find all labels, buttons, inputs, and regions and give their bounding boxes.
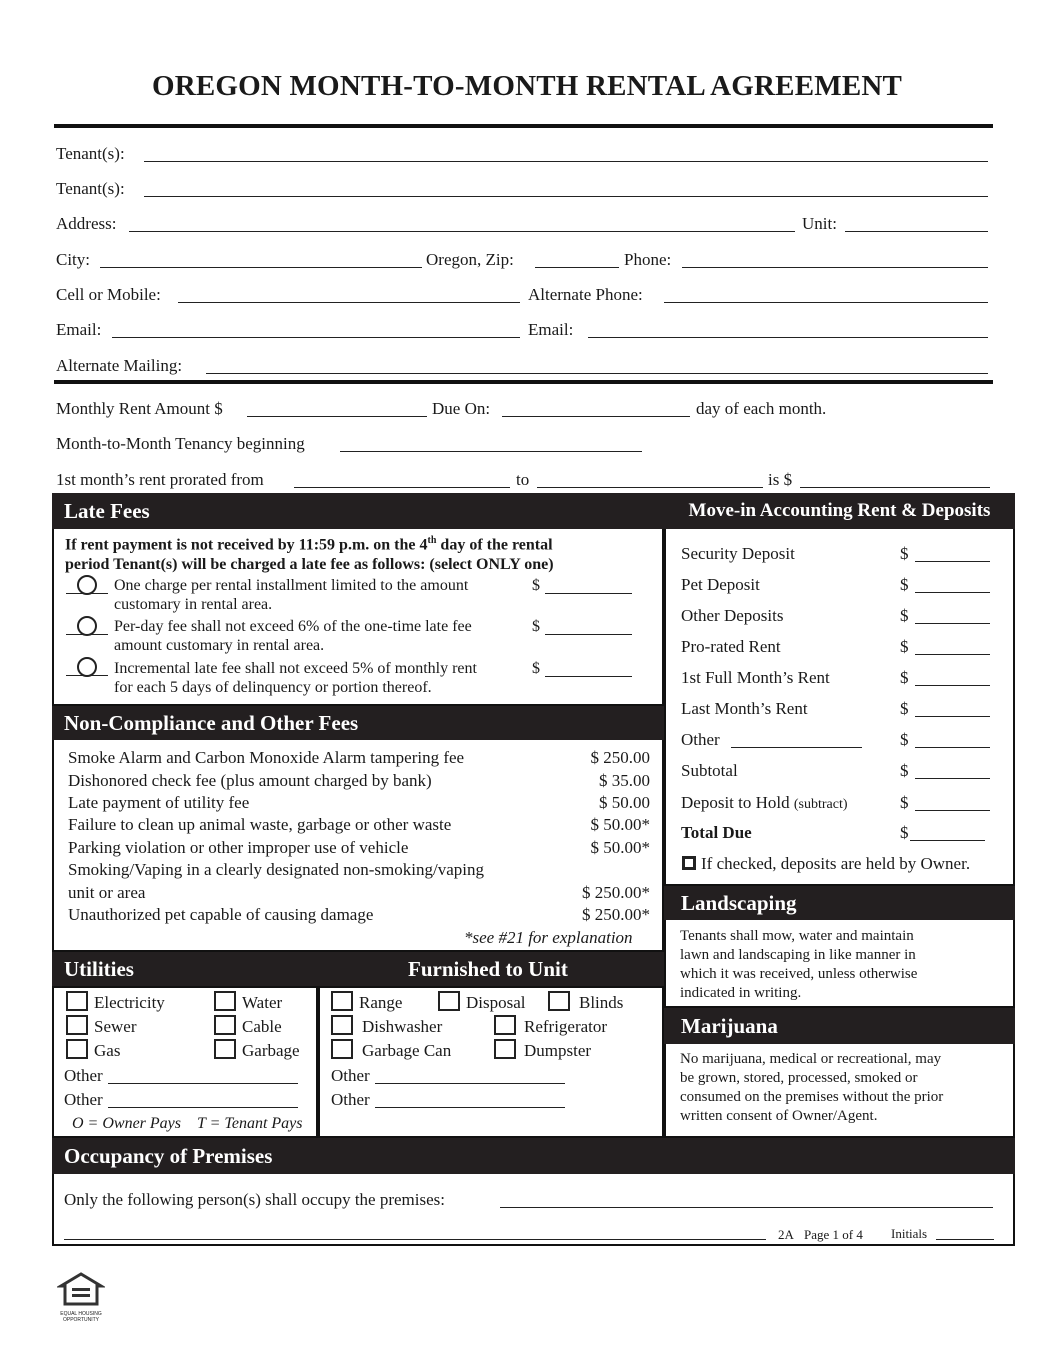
- section-rule: [54, 380, 993, 384]
- furnished-other1-field[interactable]: [375, 1083, 565, 1084]
- address-label: Address:: [56, 214, 117, 233]
- move-in-row-currency: $: [900, 575, 909, 594]
- equal-housing-logo: [57, 1272, 105, 1323]
- fee-row-label: Late payment of utility fee: [68, 793, 250, 812]
- email2-label: Email:: [528, 320, 574, 339]
- late-fee-option-2-currency: $: [532, 618, 540, 635]
- tenancy-field[interactable]: [340, 451, 642, 452]
- move-in-row-label: Pro-rated Rent: [681, 637, 781, 656]
- marijuana-line: written consent of Owner/Agent.: [680, 1108, 878, 1124]
- late-fee-option-1-text1: One charge per rental installment limited to the amount: [114, 577, 469, 594]
- late-fee-option-1-radio[interactable]: [77, 575, 97, 595]
- utility-label-sewer: Sewer: [94, 1017, 137, 1036]
- marijuana-line: consumed on the premises without the prior: [680, 1089, 944, 1105]
- address-field[interactable]: [129, 231, 795, 232]
- zip-field[interactable]: [535, 267, 619, 268]
- move-in-row-amount-field[interactable]: [915, 561, 990, 562]
- equal-housing-text-2: OPPORTUNITY: [62, 1317, 100, 1323]
- total-due-field[interactable]: [910, 840, 985, 841]
- furnished-checkbox-refrigerator[interactable]: [494, 1015, 516, 1035]
- deposit-hold-sub: (subtract): [793, 797, 848, 812]
- utility-checkbox-gas[interactable]: [66, 1039, 88, 1059]
- utility-checkbox-garbage[interactable]: [214, 1039, 236, 1059]
- alt-phone-label: Alternate Phone:: [528, 285, 643, 304]
- fee-row-label: Failure to clean up animal waste, garbage or other waste: [68, 815, 452, 834]
- fee-row-label: unit or area: [68, 883, 146, 902]
- late-fee-option-3-text2: for each 5 days of delinquency or portion thereof.: [114, 679, 432, 696]
- footer-form-id: 2A: [778, 1227, 794, 1242]
- move-in-row-amount-field[interactable]: [915, 654, 990, 655]
- landscaping-line: which it was received, unless otherwise: [680, 966, 918, 982]
- fee-row-amount: $ 50.00*: [590, 838, 650, 857]
- tenant1-field[interactable]: [144, 161, 988, 162]
- move-in-row-label: Pet Deposit: [681, 575, 760, 594]
- move-in-row-currency: $: [900, 668, 909, 687]
- utilities-legend: O = Owner Pays T = Tenant Pays: [72, 1115, 303, 1132]
- fee-row-amount: $ 50.00: [599, 793, 650, 812]
- late-fee-option-3-radio[interactable]: [77, 657, 97, 677]
- marijuana-line: No marijuana, medical or recreational, may: [680, 1051, 942, 1067]
- move-in-row-amount-field[interactable]: [915, 747, 990, 748]
- state-zip-label: Oregon, Zip:: [426, 250, 514, 269]
- utility-label-garbage: Garbage: [242, 1041, 300, 1060]
- utility-label-electricity: Electricity: [94, 993, 165, 1012]
- furnished-checkbox-range[interactable]: [331, 991, 353, 1011]
- email1-label: Email:: [56, 320, 102, 339]
- move-in-row-label: Other Deposits: [681, 606, 784, 625]
- utility-other1-field[interactable]: [108, 1083, 298, 1084]
- tenant1-label: Tenant(s):: [56, 144, 125, 163]
- move-in-row-currency: $: [900, 699, 909, 718]
- due-on-field[interactable]: [502, 416, 690, 417]
- landscaping-line: Tenants shall mow, water and maintain: [680, 928, 914, 944]
- occupancy-field-1[interactable]: [500, 1207, 993, 1208]
- move-in-row-label: Security Deposit: [681, 544, 795, 563]
- late-fee-option-3-line: [66, 675, 108, 676]
- late-fee-option-3-currency: $: [532, 660, 540, 677]
- furnished-other2-field[interactable]: [375, 1107, 565, 1108]
- furnished-label-dumpster: Dumpster: [524, 1041, 592, 1060]
- furnished-label-garbage-can: Garbage Can: [362, 1041, 452, 1060]
- landscaping-line: indicated in writing.: [680, 985, 802, 1001]
- utility-checkbox-electricity[interactable]: [66, 991, 88, 1011]
- furnished-label-dishwasher: Dishwasher: [362, 1017, 443, 1036]
- move-in-row-amount-field[interactable]: [915, 592, 990, 593]
- landscaping-header: Landscaping: [664, 886, 1015, 920]
- alt-mailing-field[interactable]: [206, 373, 988, 374]
- late-fees-intro-sup: th: [427, 535, 437, 546]
- deposit-hold-field[interactable]: [915, 810, 990, 811]
- late-fees-intro-b: day of the rental: [436, 536, 553, 554]
- late-fee-option-1-text2: customary in rental area.: [114, 596, 273, 613]
- city-field[interactable]: [100, 267, 422, 268]
- prorated-to-label: to: [516, 470, 530, 489]
- fee-row-amount: $ 50.00*: [590, 815, 650, 834]
- move-in-row-label: Last Month’s Rent: [681, 699, 808, 718]
- move-in-row-currency: $: [900, 637, 909, 656]
- fee-row-amount: $ 250.00: [590, 748, 650, 767]
- equal-housing-icon: [57, 1272, 105, 1306]
- utilities-header: Utilities: [64, 956, 134, 981]
- total-due-label: Total Due: [681, 823, 752, 842]
- fee-row-label: Smoke Alarm and Carbon Monoxide Alarm tampering fee: [68, 748, 465, 767]
- non-compliance-header: Non-Compliance and Other Fees: [52, 706, 664, 740]
- late-fee-option-2-amount[interactable]: [545, 634, 632, 635]
- furnished-other2-label: Other: [331, 1090, 370, 1109]
- late-fee-option-1-amount[interactable]: [545, 593, 632, 594]
- prorated-is-label: is $: [768, 470, 793, 489]
- deposit-hold-text: Deposit to Hold: [681, 793, 790, 812]
- alt-mailing-label: Alternate Mailing:: [56, 356, 183, 375]
- equal-housing-text: [57, 1311, 105, 1323]
- marijuana-line: be grown, stored, processed, smoked or: [680, 1070, 918, 1086]
- move-in-row-amount-field[interactable]: [915, 778, 990, 779]
- late-fees-intro-line2: period Tenant(s) will be charged a late fee as follows: (select ONLY one): [65, 556, 554, 573]
- tenant2-label: Tenant(s):: [56, 179, 125, 198]
- utility-label-gas: Gas: [94, 1041, 121, 1060]
- fee-row-amount: $ 250.00*: [582, 883, 650, 902]
- utility-checkbox-sewer[interactable]: [66, 1015, 88, 1035]
- furnished-label-range: Range: [359, 993, 403, 1012]
- email2-field[interactable]: [588, 337, 988, 338]
- move-in-row-currency: $: [900, 544, 909, 563]
- prorated-to-field[interactable]: [537, 487, 763, 488]
- prorated-from-field[interactable]: [294, 487, 510, 488]
- furnished-label-refrigerator: Refrigerator: [524, 1017, 608, 1036]
- fee-row-label: Parking violation or other improper use of vehicle: [68, 838, 409, 857]
- furnished-checkbox-blinds[interactable]: [548, 991, 570, 1011]
- utility-checkbox-water[interactable]: [214, 991, 236, 1011]
- tenant2-field[interactable]: [144, 196, 988, 197]
- late-fee-option-2-line: [66, 634, 108, 635]
- late-fee-option-3-text1: Incremental late fee shall not exceed 5% of monthly rent: [114, 660, 477, 677]
- furnished-checkbox-garbage-can[interactable]: [331, 1039, 353, 1059]
- furnished-header: Furnished to Unit: [408, 956, 568, 981]
- late-fee-option-1-currency: $: [532, 577, 540, 594]
- furnished-other1-label: Other: [331, 1066, 370, 1085]
- utility-checkbox-cable[interactable]: [214, 1015, 236, 1035]
- equal-housing-text-1: EQUAL HOUSING: [60, 1311, 102, 1317]
- furnished-label-blinds: Blinds: [579, 993, 624, 1012]
- footer-page: Page 1 of 4: [804, 1227, 863, 1242]
- phone-label: Phone:: [624, 250, 672, 269]
- utilities-furnished-header: [52, 952, 664, 986]
- phone-field[interactable]: [682, 267, 988, 268]
- furnished-checkbox-disposal[interactable]: [438, 991, 460, 1011]
- utility-other2-field[interactable]: [108, 1107, 298, 1108]
- deposit-hold-label: [681, 793, 848, 813]
- move-in-other-desc-field[interactable]: [731, 747, 862, 748]
- due-on-label: Due On:: [432, 399, 491, 418]
- monthly-rent-field[interactable]: [247, 416, 427, 417]
- utility-other1-label: Other: [64, 1066, 103, 1085]
- fee-row-amount: $ 35.00: [599, 771, 650, 790]
- late-fee-option-2-text1: Per-day fee shall not exceed 6% of the one-time late fee: [114, 618, 472, 635]
- late-fees-intro-line1: [65, 535, 553, 554]
- occupancy-text: Only the following person(s) shall occupy the premises:: [64, 1190, 446, 1209]
- move-in-row-amount-field[interactable]: [915, 685, 990, 686]
- unit-field[interactable]: [845, 231, 988, 232]
- monthly-rent-label: Monthly Rent Amount $: [56, 399, 223, 418]
- alt-phone-field[interactable]: [664, 302, 988, 303]
- owner-hold-checkbox[interactable]: [682, 856, 696, 870]
- late-fee-option-2-radio[interactable]: [77, 616, 97, 636]
- unit-label: Unit:: [802, 214, 837, 233]
- prorated-amount-field[interactable]: [800, 487, 990, 488]
- fee-row-label: Dishonored check fee (plus amount charged by bank): [68, 771, 432, 790]
- move-in-row-currency: $: [900, 730, 909, 749]
- utility-label-water: Water: [242, 993, 283, 1012]
- owner-hold-label: If checked, deposits are held by Owner.: [701, 854, 971, 873]
- late-fee-option-2-text2: amount customary in rental area.: [114, 637, 325, 654]
- deposit-hold-currency: $: [900, 793, 909, 812]
- occupancy-field-2[interactable]: [64, 1239, 766, 1240]
- prorated-label: 1st month’s rent prorated from: [56, 470, 264, 489]
- footer-initials-label: Initials: [891, 1226, 928, 1241]
- move-in-row-amount-field[interactable]: [915, 623, 990, 624]
- email1-field[interactable]: [112, 337, 520, 338]
- landscaping-line: lawn and landscaping in like manner in: [680, 947, 916, 963]
- fee-row-label: Unauthorized pet capable of causing damage: [68, 905, 374, 924]
- marijuana-header: Marijuana: [664, 1008, 1015, 1044]
- marijuana-text: [680, 1050, 943, 1126]
- move-in-row-currency: $: [900, 606, 909, 625]
- late-fee-option-3-amount[interactable]: [545, 676, 632, 677]
- utility-label-cable: Cable: [242, 1017, 282, 1036]
- move-in-row-currency: $: [900, 761, 909, 780]
- page-title: OREGON MONTH-TO-MONTH RENTAL AGREEMENT: [151, 70, 903, 102]
- cell-label: Cell or Mobile:: [56, 285, 161, 304]
- footer-initials-field[interactable]: [936, 1239, 994, 1240]
- move-in-row-label: 1st Full Month’s Rent: [681, 668, 830, 687]
- move-in-row-label: Subtotal: [681, 761, 738, 780]
- utility-other2-label: Other: [64, 1090, 103, 1109]
- fee-row-label: Smoking/Vaping in a clearly designated non-smoking/vaping: [68, 860, 484, 879]
- landscaping-text: [680, 927, 917, 1003]
- late-fee-option-1-line: [66, 593, 108, 594]
- title-rule: [54, 124, 993, 128]
- day-label: day of each month.: [696, 399, 827, 418]
- tenancy-label: Month-to-Month Tenancy beginning: [56, 434, 305, 453]
- furnished-label-disposal: Disposal: [466, 993, 526, 1012]
- move-in-header: Move-in Accounting Rent & Deposits: [664, 493, 1015, 529]
- cell-field[interactable]: [178, 302, 520, 303]
- city-label: City:: [56, 250, 91, 269]
- occupancy-header: Occupancy of Premises: [52, 1138, 1015, 1174]
- furnished-checkbox-dishwasher[interactable]: [331, 1015, 353, 1035]
- fee-row-amount: $ 250.00*: [582, 905, 650, 924]
- total-due-currency: $: [900, 823, 909, 842]
- furnished-checkbox-dumpster[interactable]: [494, 1039, 516, 1059]
- non-compliance-footnote: *see #21 for explanation: [464, 928, 633, 947]
- move-in-row-amount-field[interactable]: [915, 716, 990, 717]
- late-fees-intro-a: If rent payment is not received by 11:59 p.m. on the 4: [65, 536, 428, 554]
- late-fees-header: Late Fees: [52, 493, 664, 529]
- move-in-row-label: Other: [681, 730, 720, 749]
